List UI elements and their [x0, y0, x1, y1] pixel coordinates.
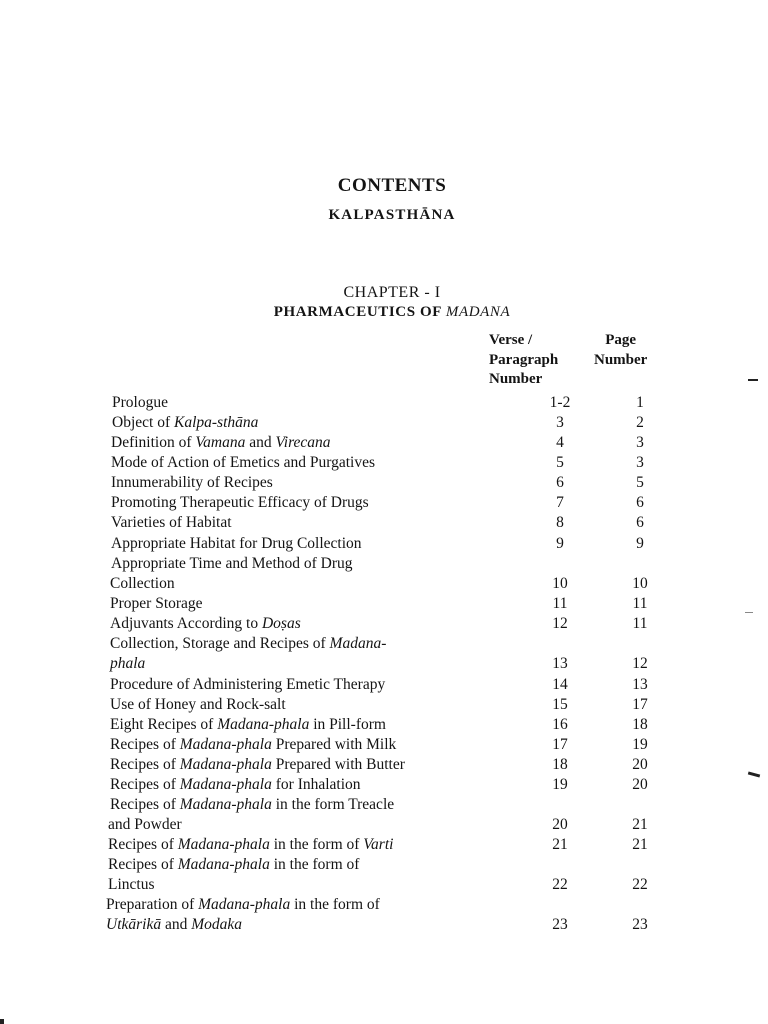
toc-entry — [0, 896, 768, 916]
toc-entry-title-text: Prepared with Milk — [271, 736, 397, 753]
toc-entry-page: 10 — [632, 575, 648, 592]
toc-entry-title-italic: Madana-phala — [198, 896, 291, 913]
toc-entry-verse: 15 — [552, 696, 568, 713]
chapter-title-prefix: PHARMACEUTICS OF — [273, 304, 446, 320]
toc-entry-page: 9 — [636, 535, 644, 552]
toc-entry-title-text: Prepared with Butter — [271, 756, 405, 773]
toc-entry-title — [110, 696, 286, 714]
toc-entry-page: 3 — [636, 454, 644, 471]
toc-entry-page: 18 — [632, 716, 648, 733]
toc-entry — [0, 535, 768, 555]
toc-entry-title — [110, 796, 394, 814]
toc-entry-page: 1 — [636, 394, 644, 411]
toc-entry-title — [108, 856, 359, 874]
toc-entry-title-text: Recipes of — [110, 756, 180, 773]
toc-entry-title — [110, 676, 385, 694]
toc-entry — [0, 836, 768, 856]
toc-entry-title-text: Recipes of — [108, 836, 178, 853]
toc-entry-title-text: Use of Honey and Rock-salt — [110, 696, 286, 713]
toc-entry — [0, 615, 768, 635]
toc-entry — [0, 655, 768, 675]
toc-entry-title-text: Proper Storage — [110, 595, 203, 612]
toc-entry-title — [111, 434, 331, 452]
toc-entry-title-text: Object of — [112, 414, 174, 431]
toc-entry-title-italic: Madana-phala — [179, 776, 272, 793]
toc-entry-title-text: Collection, Storage and Recipes of — [110, 635, 330, 652]
toc-entry-verse: 8 — [556, 514, 564, 531]
toc-entry-title — [106, 916, 242, 934]
toc-entry-title — [108, 836, 393, 854]
scan-mark — [748, 379, 758, 381]
toc-entry-verse: 23 — [552, 916, 568, 933]
toc-entry — [0, 816, 768, 836]
toc-entry — [0, 414, 768, 434]
toc-entry-title — [110, 575, 175, 593]
toc-entry-title-text: Recipes of — [110, 736, 180, 753]
toc-entry-verse: 19 — [552, 776, 568, 793]
toc-entry-title — [112, 394, 168, 412]
toc-entry-verse: 12 — [552, 615, 568, 632]
toc-entry-verse: 14 — [552, 676, 568, 693]
toc-entry-verse: 18 — [552, 756, 568, 773]
toc-entry-title-text: Preparation of — [106, 896, 199, 913]
toc-entry-title — [110, 736, 396, 754]
toc-entry-title-italic: Madana-phala — [217, 716, 310, 733]
page-header-line1: Page — [605, 332, 637, 348]
toc-entry-verse: 16 — [552, 716, 568, 733]
toc-entry-title-text: Collection — [110, 575, 175, 592]
toc-entry-title-text: in the form Treacle — [271, 796, 395, 813]
toc-entry-title — [108, 816, 182, 834]
toc-entry — [0, 555, 768, 575]
toc-entry-page: 11 — [632, 595, 648, 612]
toc-entry-verse: 3 — [556, 414, 564, 431]
toc-entry — [0, 676, 768, 696]
toc-entry-title-text: Varieties of Habitat — [111, 514, 232, 531]
toc-entry-title — [110, 635, 386, 653]
toc-entry-page: 3 — [636, 434, 644, 451]
toc-entry — [0, 394, 768, 414]
toc-entry-title-italic: Madana-phala — [177, 836, 270, 853]
verse-header-line3: Number — [489, 371, 543, 387]
page-column-header — [594, 331, 647, 370]
toc-entry-verse: 11 — [552, 595, 568, 612]
toc-entry-verse: 5 — [556, 454, 564, 471]
toc-entry-page: 23 — [632, 916, 648, 933]
toc-entry-title-italic: Madana- — [329, 635, 387, 652]
toc-entry-title-text: and — [161, 916, 192, 933]
toc-entry-page: 22 — [632, 876, 648, 893]
toc-entry-title — [111, 535, 362, 553]
toc-entry — [0, 635, 768, 655]
toc-entry-title-text: Linctus — [108, 876, 155, 893]
toc-entry-title — [110, 716, 386, 734]
toc-entry — [0, 876, 768, 896]
page-title: CONTENTS — [337, 175, 447, 196]
scan-mark — [0, 1019, 4, 1024]
toc-entry-title-italic: Utkārikā — [106, 916, 162, 933]
verse-header-line2: Paragraph — [489, 351, 559, 368]
toc-entry-verse: 9 — [556, 535, 564, 552]
toc-entry-page: 17 — [632, 696, 648, 713]
toc-entry-title-text: in the form of — [269, 856, 360, 873]
toc-entry-title-text: for Inhalation — [271, 776, 361, 793]
toc-entry — [0, 716, 768, 736]
toc-entry — [0, 474, 768, 494]
scan-mark — [745, 612, 753, 613]
toc-entry-verse: 21 — [552, 836, 568, 853]
toc-entry-title-text: and — [245, 434, 276, 451]
toc-entry-page: 2 — [636, 414, 644, 431]
toc-entry-page: 6 — [636, 494, 644, 511]
toc-entry-verse: 13 — [552, 655, 568, 672]
verse-header-line1: Verse / — [489, 332, 533, 348]
toc-entry — [0, 575, 768, 595]
toc-entry-title-text: Appropriate Habitat for Drug Collection — [111, 535, 362, 552]
toc-entry-title — [110, 756, 405, 774]
toc-entry-title-italic: Virecana — [275, 434, 331, 451]
toc-entry-page: 19 — [632, 736, 648, 753]
toc-entry — [0, 856, 768, 876]
toc-entry-title-text: Mode of Action of Emetics and Purgatives — [111, 454, 376, 471]
toc-entry-title-italic: phala — [110, 655, 146, 672]
toc-entry — [0, 916, 768, 936]
toc-entry — [0, 776, 768, 796]
toc-entry-title-italic: Vamana — [195, 434, 246, 451]
toc-entry-title-text: Recipes of — [108, 856, 178, 873]
toc-entry-verse: 22 — [552, 876, 568, 893]
toc-entry-page: 13 — [632, 676, 648, 693]
chapter-title-italic: MADANA — [445, 304, 511, 320]
toc-entry-title-italic: Madana-phala — [177, 856, 270, 873]
toc-entry-verse: 20 — [552, 816, 568, 833]
page-subtitle: KALPASTHĀNA — [328, 207, 456, 223]
toc-entry-page: 11 — [632, 615, 648, 632]
toc-entry-title — [111, 454, 375, 472]
toc-entry — [0, 454, 768, 474]
toc-entry-title — [111, 555, 353, 573]
toc-entry-verse: 7 — [556, 494, 564, 511]
toc-entry-title-italic: Kalpa-sthāna — [173, 414, 259, 431]
toc-entry — [0, 736, 768, 756]
toc-entry-title-italic: Madana-phala — [179, 736, 272, 753]
toc-entry-title-text: Adjuvants According to — [110, 615, 262, 632]
toc-entry-page: 20 — [632, 776, 648, 793]
toc-entry-title — [108, 876, 155, 894]
toc-entry-verse: 1-2 — [549, 394, 571, 411]
toc-entry-title-text: and Powder — [108, 816, 182, 833]
toc-entry-title — [111, 514, 232, 532]
toc-entry — [0, 595, 768, 615]
toc-entry-title-italic: Modaka — [191, 916, 243, 933]
toc-entry-title — [110, 655, 145, 673]
toc-entry-title — [110, 776, 361, 794]
toc-entry-verse: 6 — [556, 474, 564, 491]
toc-entry-title-text: Recipes of — [110, 796, 180, 813]
toc-entry-verse: 10 — [552, 575, 568, 592]
toc-entry-title-text: Eight Recipes of — [110, 716, 218, 733]
toc-entry-title-italic: Madana-phala — [179, 796, 272, 813]
toc-entry-title-text: Procedure of Administering Emetic Therapy — [110, 676, 386, 693]
toc-entry-title-text: in Pill-form — [309, 716, 386, 733]
toc-entry — [0, 494, 768, 514]
toc-entry-title-text: Innumerability of Recipes — [111, 474, 273, 491]
toc-entry — [0, 756, 768, 776]
toc-entry-title-text: Promoting Therapeutic Efficacy of Drugs — [111, 494, 369, 511]
toc-entry-title — [111, 494, 369, 512]
toc-entry-title-text: in the form of — [269, 836, 364, 853]
toc-entry — [0, 434, 768, 454]
toc-entry — [0, 514, 768, 534]
toc-entry-page: 21 — [632, 816, 648, 833]
page-header-line2: Number — [594, 351, 648, 368]
toc-entry-title-text: Recipes of — [110, 776, 180, 793]
toc-entry-page: 5 — [636, 474, 644, 491]
toc-entry-title — [112, 414, 258, 432]
verse-column-header — [489, 331, 558, 390]
toc-entry-title — [110, 615, 301, 633]
toc-entry-title-italic: Varti — [363, 836, 394, 853]
toc-entry-page: 12 — [632, 655, 648, 672]
toc-entry-title — [110, 595, 203, 613]
toc-entry — [0, 796, 768, 816]
toc-entry-title — [106, 896, 380, 914]
toc-entry-title-italic: Madana-phala — [179, 756, 272, 773]
toc-entry-verse: 4 — [556, 434, 564, 451]
toc-entry-page: 21 — [632, 836, 648, 853]
chapter-title — [0, 304, 768, 321]
toc-entry-page: 20 — [632, 756, 648, 773]
toc-entry-title-text: Definition of — [111, 434, 196, 451]
toc-entry-title-italic: Doṣas — [261, 615, 301, 632]
toc-entry-title-text: Appropriate Time and Method of Drug — [111, 555, 353, 572]
toc-entry-page: 6 — [636, 514, 644, 531]
toc-entry-title — [111, 474, 273, 492]
toc-entry-title-text: in the form of — [290, 896, 380, 913]
chapter-number: CHAPTER - I — [343, 284, 441, 301]
toc-entry-verse: 17 — [552, 736, 568, 753]
toc-entry-title-text: Prologue — [112, 394, 168, 411]
toc-entry — [0, 696, 768, 716]
